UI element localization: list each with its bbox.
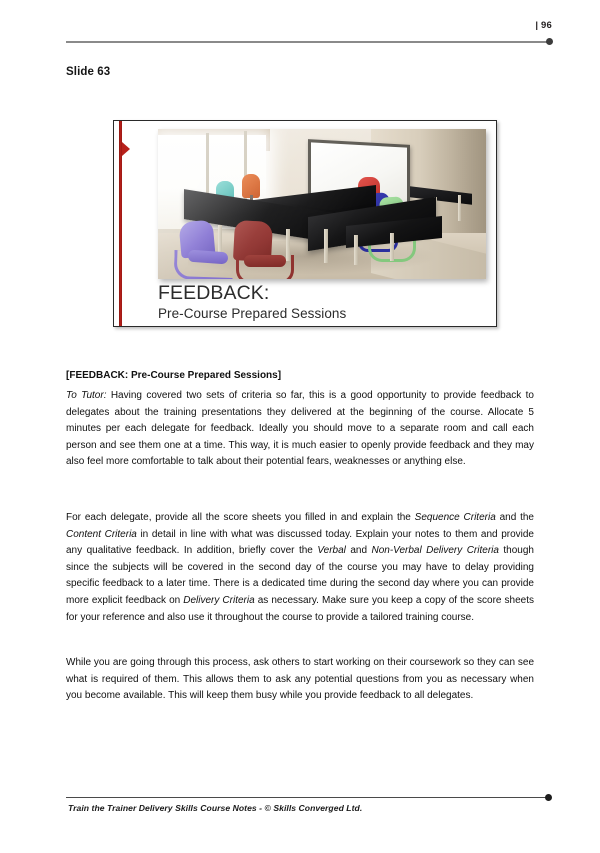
- p2-italic-content-criteria: Content Criteria: [66, 528, 137, 540]
- paragraph-score-sheets: [66, 510, 534, 626]
- header-divider-line: [66, 41, 550, 43]
- footer-divider-line: [66, 797, 549, 798]
- p2-text-1: For each delegate, provide all the score sheets you filled in and explain the: [66, 512, 415, 523]
- slide-title: FEEDBACK:: [158, 282, 270, 304]
- page-number: | 96: [535, 20, 552, 31]
- slide-label: Slide 63: [66, 66, 111, 78]
- p2-text-6: as necessary. Make sure you keep a copy of the score sheets for your reference and also use it throughout the course to provide a tailored training course.: [66, 594, 535, 623]
- p2-text-5: though since the subjects will be covered in the second day of the course you may have to delay providing specific feedback to a later time. There is a dedicated time during the second day where you can provide more explicit feedback on: [66, 545, 534, 606]
- to-tutor-lead: To Tutor:: [66, 390, 107, 401]
- p2-text-3: in detail in line with what was discussed today. Explain your notes to them and provide any qualitative feedback. In addition, briefly cover the: [66, 528, 534, 557]
- slide-accent-triangle-icon: [122, 142, 130, 156]
- paragraph-1-text: Having covered two sets of criteria so far, this is a good opportunity to provide feedback to delegates about the training presentations they delivered at the beginning of the course. Allocate 5 minutes per each delegate for feedback. Ideally you should move to a separate room and call each person and see them one at a time. This way, it is much easier to openly provide feedback and they may also feel more comfortable to talk about their potential fears, weaknesses or anything else.: [66, 390, 534, 468]
- paragraph-to-tutor: [66, 388, 534, 471]
- slide-thumbnail: [113, 120, 497, 327]
- page-header: [0, 0, 600, 56]
- paragraph-coursework: [66, 655, 534, 705]
- slide-photo-meeting-room: [158, 129, 486, 279]
- section-heading: [FEEDBACK: Pre-Course Prepared Sessions]: [66, 370, 282, 381]
- slide-subtitle: Pre-Course Prepared Sessions: [158, 306, 347, 321]
- header-end-dot: [546, 38, 553, 45]
- p2-italic-verbal: Verbal: [317, 545, 346, 557]
- p2-italic-nonverbal-delivery-criteria: Non-Verbal Delivery Criteria: [371, 545, 499, 557]
- p2-italic-delivery-criteria: Delivery Criteria: [183, 594, 255, 606]
- paragraph-3-text: While you are going through this process, ask others to start working on their coursework so they can see what is required of them. This allows them to ask any potential questions from you as necessary when you become available. This will keep them busy while you provide feedback to all delegates.: [66, 657, 534, 702]
- footer-end-dot: [545, 794, 552, 801]
- footer-text: Train the Trainer Delivery Skills Course Notes - © Skills Converged Ltd.: [68, 803, 363, 813]
- p2-text-2: and the: [495, 512, 534, 523]
- p2-text-4: and: [345, 545, 372, 557]
- p2-italic-sequence-criteria: Sequence Criteria: [414, 512, 496, 523]
